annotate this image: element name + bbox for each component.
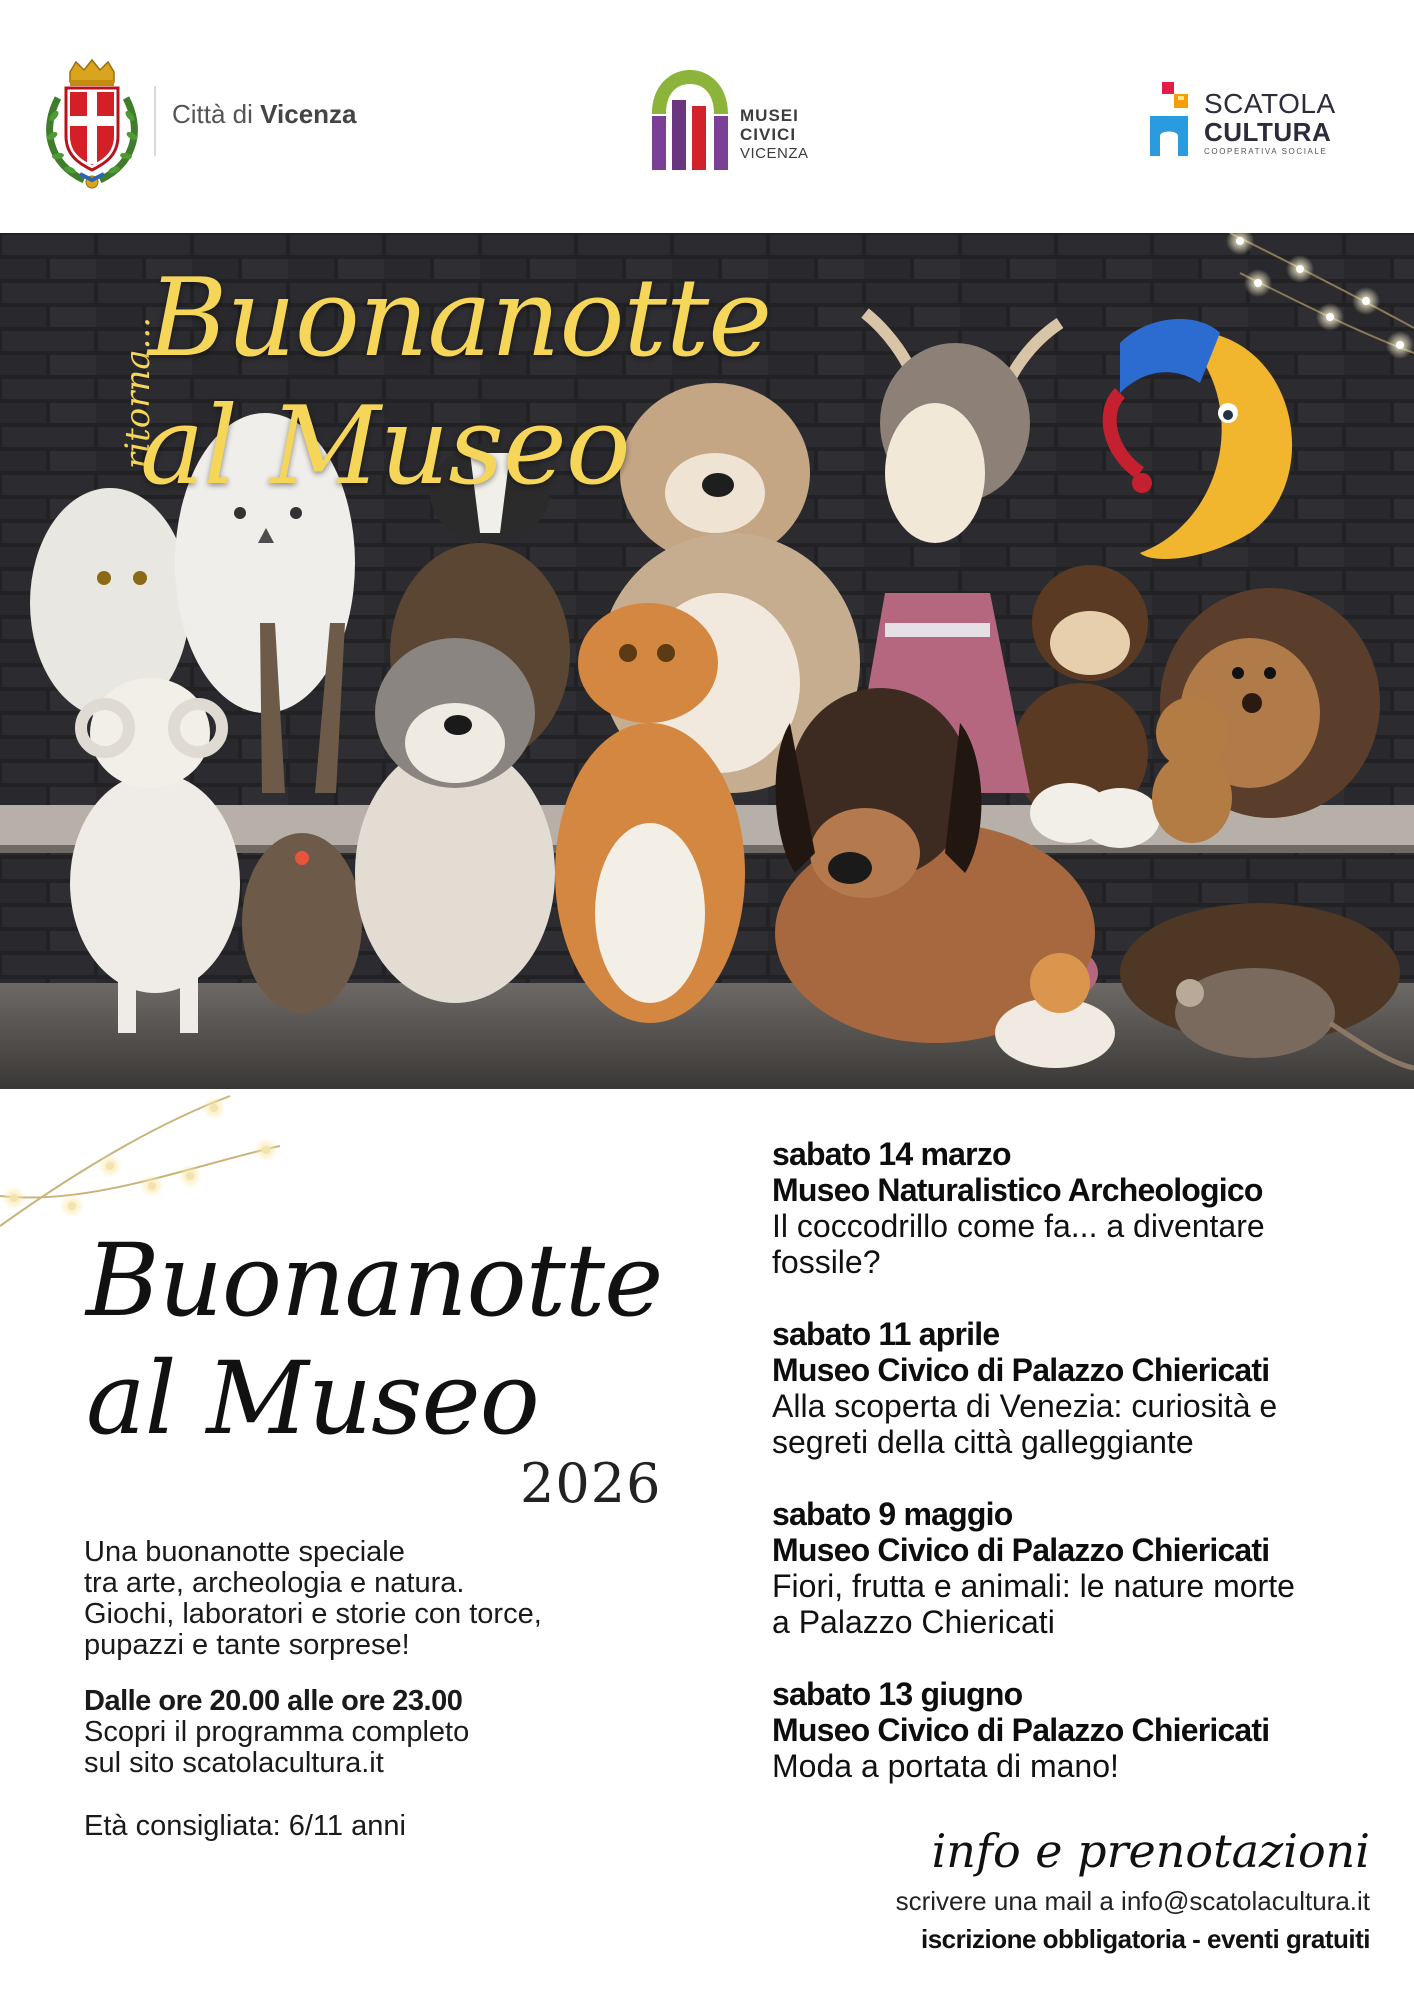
- event-venue: Museo Civico di Palazzo Chiericati: [772, 1352, 1270, 1388]
- main-title-line-2: al Museo: [86, 1340, 539, 1457]
- event-description: Alla scoperta di Venezia: curiosità e: [772, 1388, 1278, 1424]
- info-email: scrivere una mail a info@scatolacultura.it: [895, 1886, 1370, 1916]
- scatola-cultura-logo: [1148, 80, 1336, 162]
- info-block: [790, 1823, 1370, 1959]
- hero-title-line-2: al Museo: [140, 384, 630, 509]
- event-item: [772, 1316, 1392, 1460]
- arch-icon: [648, 66, 732, 170]
- info-note: iscrizione obbligatoria - eventi gratuiti: [920, 1924, 1370, 1954]
- event-venue: Museo Civico di Palazzo Chiericati: [772, 1712, 1270, 1748]
- musei-line-3: VICENZA: [740, 145, 809, 162]
- intro-text: [84, 1537, 644, 1661]
- city-label: Vicenza: [260, 99, 357, 129]
- musei-line-1: MUSEI: [740, 106, 799, 125]
- hero-ritorna: ritorna...: [118, 316, 158, 470]
- header: [0, 0, 1414, 233]
- main-title-line-1: Buonanotte: [86, 1222, 663, 1339]
- logo-divider: [154, 86, 156, 156]
- event-item: [772, 1136, 1392, 1280]
- citta-di-vicenza-logo: [44, 58, 404, 193]
- event-date: sabato 13 giugno: [772, 1676, 1023, 1712]
- event-description: segreti della città galleggiante: [772, 1424, 1194, 1460]
- scatola-line-2: CULTURA: [1204, 117, 1332, 147]
- event-year: 2026: [520, 1452, 662, 1515]
- hero-title-line-1: Buonanotte: [148, 256, 772, 381]
- event-item: [772, 1496, 1392, 1640]
- events-list: [772, 1136, 1392, 1820]
- musei-wordmark: [740, 106, 809, 163]
- scatola-wordmark: [1204, 90, 1336, 158]
- event-venue: Museo Civico di Palazzo Chiericati: [772, 1532, 1270, 1568]
- event-date: sabato 14 marzo: [772, 1136, 1011, 1172]
- intro-line: pupazzi e tante sorprese!: [84, 1629, 410, 1661]
- hero-photo: [0, 233, 1414, 1089]
- intro-line: tra arte, archeologia e natura.: [84, 1567, 465, 1599]
- event-date: sabato 9 maggio: [772, 1496, 1013, 1532]
- recommended-age: Età consigliata: 6/11 anni: [84, 1810, 406, 1842]
- box-icon: [1148, 80, 1198, 158]
- scatola-line-3: COOPERATIVA SOCIALE: [1204, 147, 1328, 156]
- program-line: Scopri il programma completo: [84, 1716, 470, 1748]
- event-venue: Museo Naturalistico Archeologico: [772, 1172, 1263, 1208]
- event-item: [772, 1676, 1392, 1784]
- hours-block: [84, 1686, 644, 1779]
- crest-icon: [44, 58, 140, 190]
- event-date: sabato 11 aprile: [772, 1316, 1000, 1352]
- city-name: [172, 99, 357, 130]
- program-line: sul sito scatolacultura.it: [84, 1747, 384, 1779]
- city-prefix: Città di: [172, 99, 253, 129]
- info-title: info e prenotazioni: [931, 1824, 1370, 1878]
- scatola-line-1: SCATOLA: [1204, 88, 1336, 119]
- event-description: Il coccodrillo come fa... a diventare: [772, 1208, 1265, 1244]
- event-description: fossile?: [772, 1244, 881, 1280]
- intro-line: Giochi, laboratori e storie con torce,: [84, 1598, 542, 1630]
- musei-line-2: CIVICI: [740, 125, 797, 144]
- main-title: [86, 1222, 686, 1458]
- event-description: a Palazzo Chiericati: [772, 1604, 1055, 1640]
- musei-civici-logo: [648, 66, 808, 176]
- intro-line: Una buonanotte speciale: [84, 1536, 405, 1568]
- opening-hours: Dalle ore 20.00 alle ore 23.00: [84, 1685, 463, 1717]
- event-description: Fiori, frutta e animali: le nature morte: [772, 1568, 1295, 1604]
- hero-title: [140, 255, 772, 511]
- event-description: Moda a portata di mano!: [772, 1748, 1119, 1784]
